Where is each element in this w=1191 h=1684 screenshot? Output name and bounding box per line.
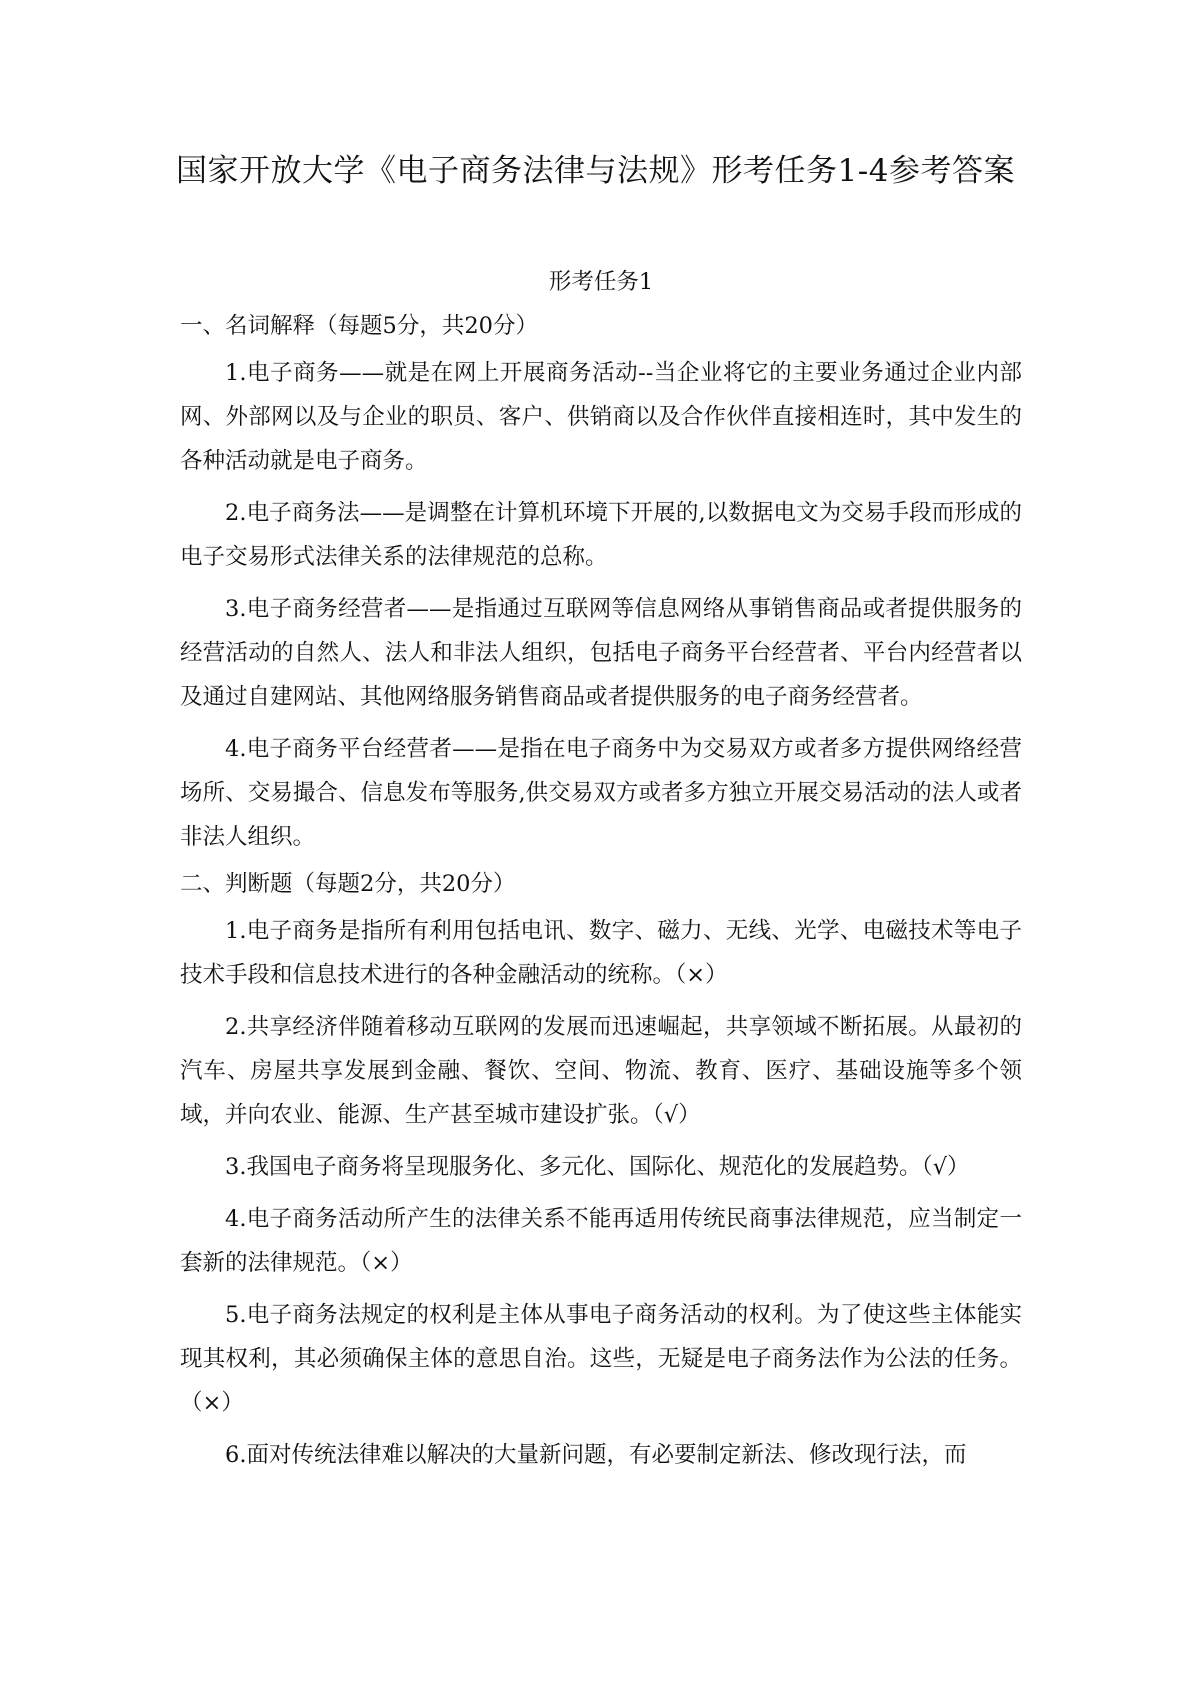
definition-item: 3.电子商务经营者——是指通过互联网等信息网络从事销售商品或者提供服务的经营活动的自然人、法人和非法人组织，包括电子商务平台经营者、平台内经营者以及通过自建网站、其他网络服务销售商品或者提供服务的电子商务经营者。	[180, 596, 1022, 710]
section-heading-true-false: 二、判断题（每题2分，共20分）	[180, 871, 516, 897]
section-heading-definitions: 一、名词解释（每题5分，共20分）	[180, 313, 538, 339]
definition-item: 2.电子商务法——是调整在计算机环境下开展的,以数据电文为交易手段而形成的电子交易形式法律关系的法律规范的总称。	[180, 500, 1022, 570]
document-body	[180, 260, 1022, 1477]
document-title: 国家开放大学《电子商务法律与法规》形考任务1-4参考答案	[176, 153, 1015, 189]
definition-item: 1.电子商务——就是在网上开展商务活动--当企业将它的主要业务通过企业内部网、外部网以及与企业的职员、客户、供销商以及合作伙伴直接相连时，其中发生的各种活动就是电子商务。	[180, 360, 1022, 474]
true-false-item: 2.共享经济伴随着移动互联网的发展而迅速崛起，共享领域不断拓展。从最初的汽车、房屋共享发展到金融、餐饮、空间、物流、教育、医疗、基础设施等多个领域，并向农业、能源、生产甚至城市建设扩张。（√）	[180, 1014, 1022, 1128]
true-false-item: 6.面对传统法律难以解决的大量新问题，有必要制定新法、修改现行法，而	[225, 1442, 967, 1468]
true-false-item: 4.电子商务活动所产生的法律关系不能再适用传统民商事法律规范，应当制定一套新的法律规范。（×）	[180, 1206, 1022, 1276]
true-false-item: 3.我国电子商务将呈现服务化、多元化、国际化、规范化的发展趋势。（√）	[225, 1154, 970, 1180]
definition-item: 4.电子商务平台经营者——是指在电子商务中为交易双方或者多方提供网络经营场所、交易撮合、信息发布等服务,供交易双方或者多方独立开展交易活动的法人或者非法人组织。	[180, 736, 1022, 850]
true-false-item: 1.电子商务是指所有利用包括电讯、数字、磁力、无线、光学、电磁技术等电子技术手段和信息技术进行的各种金融活动的统称。（×）	[180, 918, 1022, 988]
task-heading: 形考任务1	[548, 269, 654, 295]
true-false-item: 5.电子商务法规定的权利是主体从事电子商务活动的权利。为了使这些主体能实现其权利，其必须确保主体的意思自治。这些，无疑是电子商务法作为公法的任务。（×）	[180, 1302, 1022, 1416]
